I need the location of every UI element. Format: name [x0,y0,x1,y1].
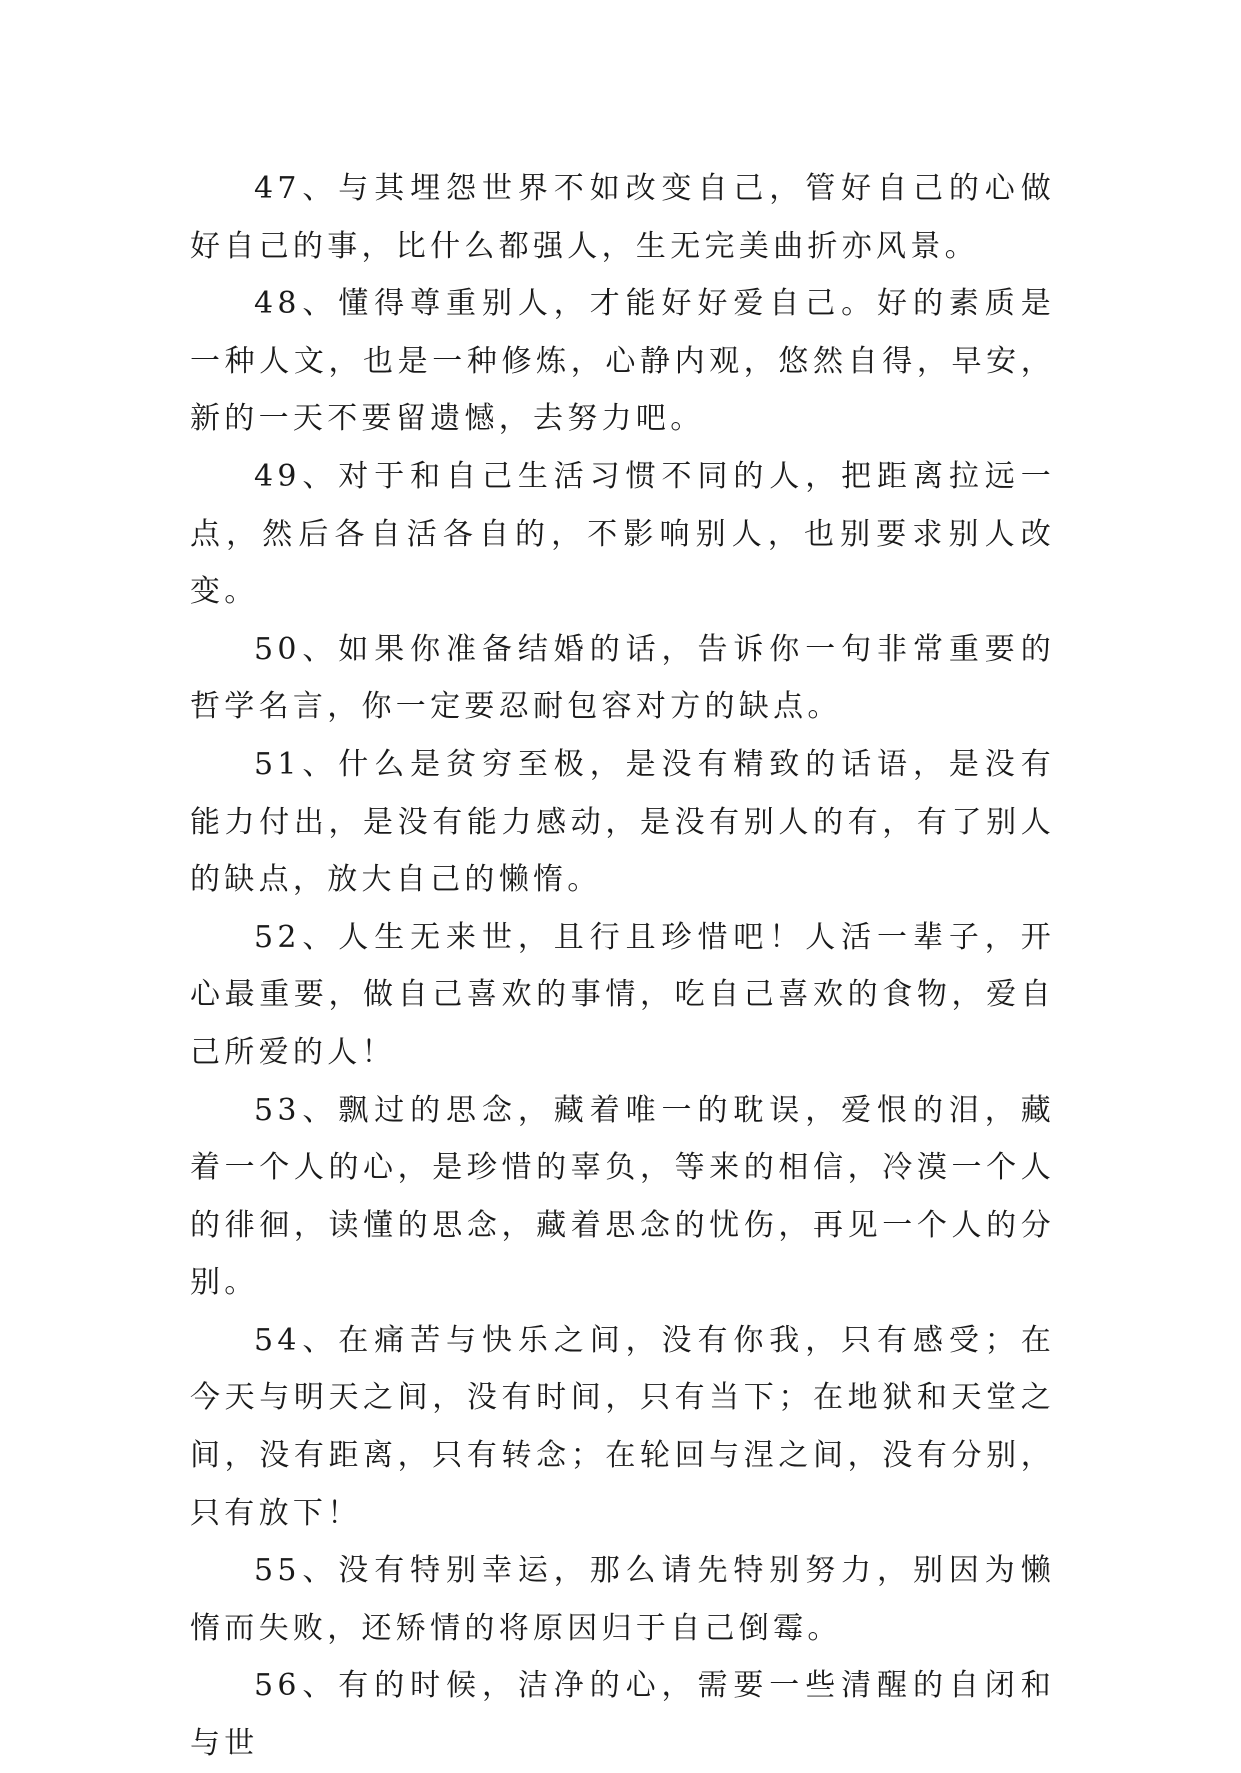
paragraph-56: 56、有的时候，洁净的心，需要一些清醒的自闭和与世 [190,1668,1055,1762]
document-body [190,160,1055,1773]
paragraph-51: 51、什么是贫穷至极，是没有精致的话语，是没有能力付出，是没有能力感动，是没有别人的有，有了别人的缺点，放大自己的懒惰。 [190,746,1055,898]
paragraph-47: 47、与其埋怨世界不如改变自己，管好自己的心做好自己的事，比什么都强人，生无完美曲折亦风景。 [190,171,1055,264]
paragraph-49: 49、对于和自己生活习惯不同的人，把距离拉远一点，然后各自活各自的，不影响别人，也别要求别人改变。 [190,458,1055,610]
paragraph-54: 54、在痛苦与快乐之间，没有你我，只有感受；在今天与明天之间，没有时间，只有当下；在地狱和天堂之间，没有距离，只有转念；在轮回与涅之间，没有分别，只有放下！ [190,1322,1055,1531]
paragraph-55: 55、没有特别幸运，那么请先特别努力，别因为懒惰而失败，还矫情的将原因归于自己倒霉。 [190,1553,1055,1646]
paragraph-50: 50、如果你准备结婚的话，告诉你一句非常重要的哲学名言，你一定要忍耐包容对方的缺点。 [190,631,1055,725]
paragraph-48: 48、懂得尊重别人，才能好好爱自己。好的素质是一种人文，也是一种修炼，心静内观，悠然自得，早安，新的一天不要留遗憾，去努力吧。 [190,286,1055,437]
paragraph-53: 53、飘过的思念，藏着唯一的耽误，爱恨的泪，藏着一个人的心，是珍惜的辜负，等来的相信，冷漠一个人的徘徊，读懂的思念，藏着思念的忧伤，再见一个人的分别。 [190,1092,1055,1301]
paragraph-52: 52、人生无来世，且行且珍惜吧！人活一辈子，开心最重要，做自己喜欢的事情，吃自己喜欢的食物，爱自己所爱的人！ [190,919,1055,1070]
